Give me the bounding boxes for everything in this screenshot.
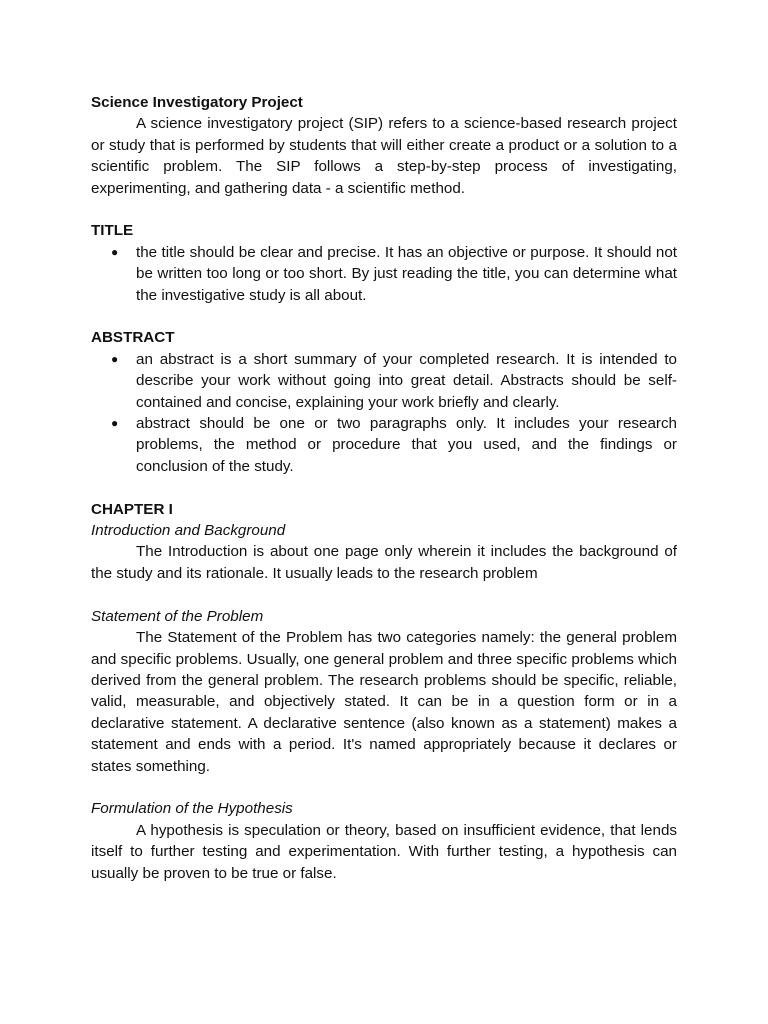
- title-section-heading: TITLE: [91, 222, 134, 240]
- title-bullet-list: [91, 242, 677, 306]
- abstract-bullet-list: [91, 349, 677, 477]
- spacer: [91, 777, 677, 798]
- document-body: [91, 92, 677, 884]
- spacer: [91, 477, 677, 498]
- intro-paragraph: A science investigatory project (SIP) refers to a science-based research project or study that is performed by students that will either create a product or a solution to a scientific problem. The SIP follows a step-by-step process of investigating, experimenting, and gathering data - a scientific method.: [91, 115, 677, 197]
- bullet-icon: ●: [111, 416, 119, 431]
- document-title: Science Investigatory Project: [91, 94, 303, 111]
- spacer: [91, 306, 677, 327]
- bullet-icon: ●: [111, 351, 119, 366]
- list-item: [91, 242, 677, 306]
- introduction-subheading: Introduction and Background: [91, 522, 286, 540]
- hypothesis-paragraph: A hypothesis is speculation or theory, based on insufficient evidence, that lends itself to further testing and experimentation. With further testing, a hypothesis can usually be proven to be true or false.: [91, 821, 677, 882]
- spacer: [91, 584, 677, 605]
- statement-paragraph: The Statement of the Problem has two categories namely: the general problem and specific problems. Usually, one general problem and three specific problems which derived from the general problem. The research problems should be specific, reliable, valid, measurable, and objectively stated. It can be in a question form or in a declarative statement. A declarative sentence (also known as a statement) makes a statement and ends with a period. It's named appropriately because it declares or states something.: [91, 629, 677, 775]
- hypothesis-subheading: Formulation of the Hypothesis: [91, 800, 293, 818]
- chapter-heading: CHAPTER I: [91, 500, 173, 518]
- statement-subheading: Statement of the Problem: [91, 607, 264, 625]
- list-item: [91, 413, 677, 477]
- title-bullet-text: the title should be clear and precise. It has an objective or purpose. It should not be written too long or too short. By just reading the title, you can determine what the investigative study is all about.: [136, 243, 677, 304]
- introduction-paragraph: The Introduction is about one page only wherein it includes the background of the study and its rationale. It usually leads to the research problem: [91, 543, 677, 582]
- abstract-bullet-text: abstract should be one or two paragraphs only. It includes your research problems, the method or procedure that you used, and the findings or conclusion of the study.: [136, 415, 677, 475]
- abstract-section-heading: ABSTRACT: [91, 329, 175, 347]
- bullet-icon: ●: [111, 244, 119, 259]
- abstract-bullet-text: an abstract is a short summary of your completed research. It is intended to describe your work without going into great detail. Abstracts should be self-contained and concise, explaining your work briefly and clearly.: [136, 350, 677, 411]
- list-item: [91, 349, 677, 413]
- spacer: [91, 199, 677, 220]
